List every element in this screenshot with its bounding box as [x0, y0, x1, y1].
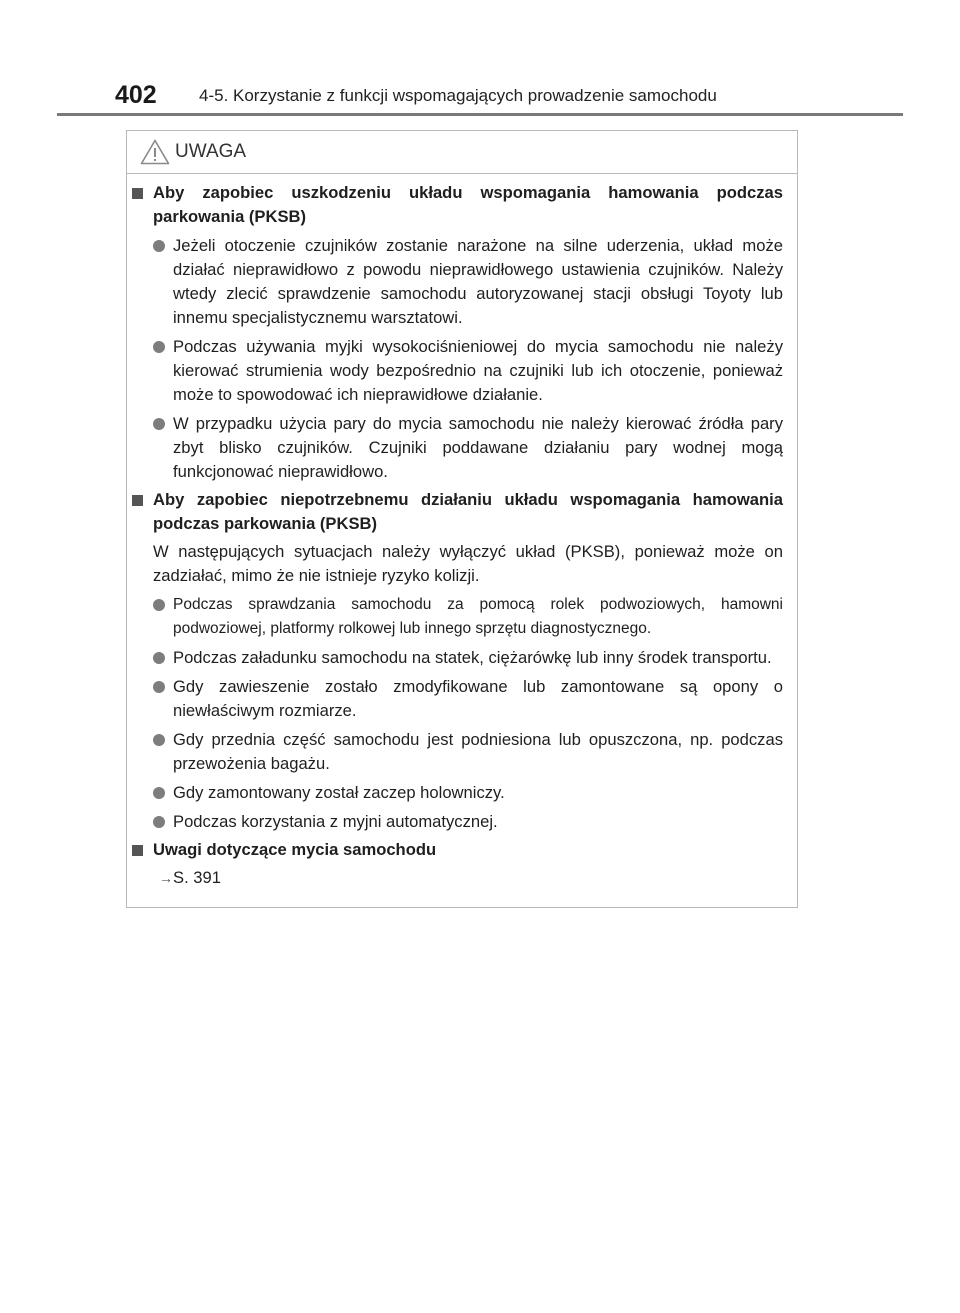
section-heading: [131, 181, 783, 229]
section-intro: W następujących sytuacjach należy wyłączyć układ (PKSB), ponieważ może on zadziałać, mimo że nie istnieje ryzyko kolizji.: [153, 542, 783, 585]
section-heading-text: Uwagi dotyczące mycia samochodu: [153, 840, 437, 859]
arrow-right-icon: →: [159, 870, 173, 886]
square-bullet-icon: [132, 845, 143, 856]
circle-bullet-icon: [153, 240, 165, 252]
circle-bullet-icon: [153, 816, 165, 828]
circle-bullet-icon: [153, 599, 165, 611]
square-bullet-icon: [132, 188, 143, 199]
bullet-item: [131, 675, 783, 723]
bullet-text: Podczas używania myjki wysokociśnieniowej do mycia samochodu nie należy kierować strumienia wody bezpośrednio na czujniki lub ich otoczenie, ponieważ może to spowodować ich nieprawidłowe działanie.: [173, 337, 783, 404]
bullet-text: W przypadku użycia pary do mycia samochodu nie należy kierować źródła pary zbyt blisko czujników. Czujniki poddawane działaniu pary wodnej mogą funkcjonować nieprawidłowo.: [173, 414, 783, 481]
warning-header: [127, 131, 797, 174]
circle-bullet-icon: [153, 341, 165, 353]
bullet-item: [131, 728, 783, 776]
section-title: 4-5. Korzystanie z funkcji wspomagających prowadzenie samochodu: [199, 86, 717, 105]
bullet-item: [131, 781, 783, 805]
page-header: [57, 80, 903, 112]
circle-bullet-icon: [153, 681, 165, 693]
bullet-text: Podczas sprawdzania samochodu za pomocą rolek podwoziowych, hamowni podwoziowej, platformy rolkowej lub innego sprzętu diagnostycznego.: [173, 596, 783, 637]
warning-body: [127, 177, 797, 890]
circle-bullet-icon: [153, 418, 165, 430]
section-heading: [131, 488, 783, 536]
square-bullet-icon: [132, 495, 143, 506]
bullet-item: [131, 810, 783, 834]
warning-title: UWAGA: [175, 141, 247, 162]
circle-bullet-icon: [153, 734, 165, 746]
bullet-text: Gdy zamontowany został zaczep holowniczy.: [173, 783, 505, 802]
header-divider: [57, 113, 903, 116]
bullet-text: Gdy przednia część samochodu jest podniesiona lub opuszczona, np. podczas przewożenia bagażu.: [173, 730, 783, 773]
page-number: 402: [115, 81, 157, 109]
bullet-text: Jeżeli otoczenie czujników zostanie narażone na silne uderzenia, układ może działać nieprawidłowo z powodu nieprawidłowego ustawienia czujników. Należy wtedy zlecić sprawdzenie samochodu autoryzowanej stacji obsługi Toyoty lub innemu specjalistycznemu warsztatowi.: [173, 236, 783, 327]
bullet-item: [131, 412, 783, 484]
bullet-text: Podczas załadunku samochodu na statek, ciężarówkę lub inny środek transportu.: [173, 648, 772, 667]
page-reference[interactable]: [131, 866, 783, 890]
bullet-item: [131, 593, 783, 641]
circle-bullet-icon: [153, 787, 165, 799]
bullet-item: [131, 646, 783, 670]
section-heading-text: Aby zapobiec uszkodzeniu układu wspomagania hamowania podczas parkowania (PKSB): [153, 183, 783, 226]
warning-triangle-icon: [140, 139, 170, 165]
bullet-item: [131, 335, 783, 407]
section-heading: [131, 838, 783, 862]
bullet-item: [131, 234, 783, 330]
warning-box: [126, 130, 798, 908]
bullet-text: Podczas korzystania z myjni automatycznej.: [173, 812, 498, 831]
section-heading-text: Aby zapobiec niepotrzebnemu działaniu układu wspomagania hamowania podczas parkowania (PKSB): [153, 490, 783, 533]
circle-bullet-icon: [153, 652, 165, 664]
bullet-text: Gdy zawieszenie zostało zmodyfikowane lub zamontowane są opony o niewłaściwym rozmiarze.: [173, 677, 783, 720]
page-reference-text: S. 391: [173, 868, 221, 887]
